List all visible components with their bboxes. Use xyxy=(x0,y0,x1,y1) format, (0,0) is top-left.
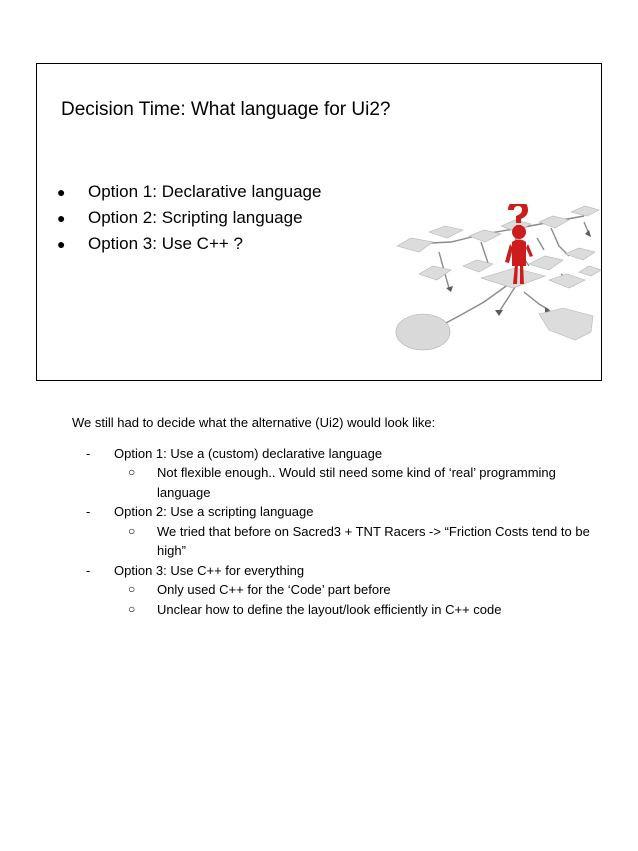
slide-bullet-item xyxy=(57,231,321,257)
bullet-dot-icon: ● xyxy=(57,184,66,200)
notes-sub-item xyxy=(114,522,592,561)
bullet-dot-icon: ● xyxy=(57,236,66,252)
notes-option-label: Option 3: Use C++ for everything xyxy=(114,562,305,578)
slide-bullet-text: Option 3: Use C++ ? xyxy=(88,234,243,253)
dash-bullet-icon: - xyxy=(86,504,91,519)
notes-option-label: Option 1: Use a (custom) declarative language xyxy=(114,445,383,461)
notes-sub-list xyxy=(114,522,592,561)
notes-sub-item xyxy=(114,463,592,502)
notes-sub-item xyxy=(114,600,592,620)
slide-bullet-text: Option 2: Scripting language xyxy=(88,208,303,227)
notes-intro: We still had to decide what the alternative (Ui2) would look like: xyxy=(72,415,436,430)
notes-sub-text: Not flexible enough.. Would stil need some kind of ‘real’ programming language xyxy=(157,465,556,500)
notes-sub-list xyxy=(114,463,592,502)
notes-option-list xyxy=(72,444,592,620)
dash-bullet-icon: - xyxy=(86,562,91,578)
bullet-dot-icon: ● xyxy=(57,210,66,226)
slide-title: Decision Time: What language for Ui2? xyxy=(61,99,391,120)
slide-bullet-item xyxy=(57,205,321,231)
notes-sub-text: Unclear how to define the layout/look efficiently in C++ code xyxy=(157,601,502,617)
notes-sub-text: We tried that before on Sacred3 + TNT Racers -> “Friction Costs tend to be high” xyxy=(157,523,590,558)
speaker-notes xyxy=(72,413,592,619)
circle-bullet-icon: ○ xyxy=(128,465,136,479)
dash-bullet-icon: - xyxy=(86,445,91,461)
notes-option-item xyxy=(72,444,592,503)
circle-bullet-icon: ○ xyxy=(128,523,136,538)
notes-option-item xyxy=(72,561,592,620)
notes-sub-text: Only used C++ for the ‘Code’ part before xyxy=(157,582,391,597)
flowchart-question-person-icon xyxy=(389,204,601,354)
circle-bullet-icon: ○ xyxy=(128,582,136,596)
notes-sub-item xyxy=(114,580,592,600)
slide-bullet-list xyxy=(57,179,321,257)
notes-sub-list xyxy=(114,580,592,619)
notes-option-label: Option 2: Use a scripting language xyxy=(114,504,314,519)
slide-bullet-item xyxy=(57,179,321,205)
circle-bullet-icon: ○ xyxy=(128,601,136,616)
slide-thumbnail xyxy=(36,63,602,381)
notes-option-item xyxy=(72,502,592,561)
slide-bullet-text: Option 1: Declarative language xyxy=(88,182,322,201)
